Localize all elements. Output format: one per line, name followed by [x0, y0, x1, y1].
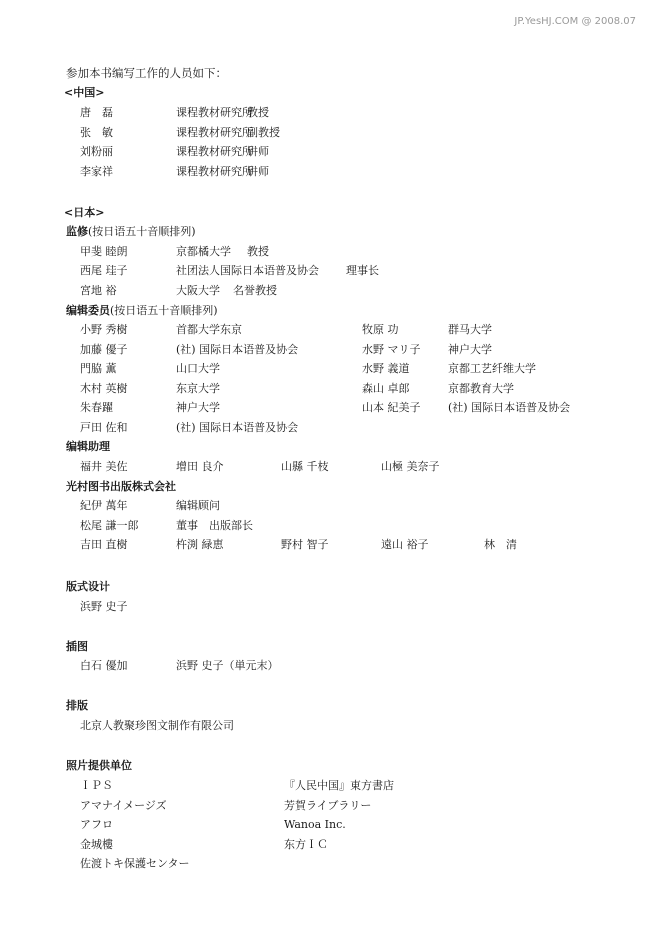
- photo-provider: アマナイメージズ: [80, 798, 167, 812]
- person-role: 编辑顾问: [176, 499, 220, 512]
- person-title: 教授: [247, 245, 269, 258]
- person-org: 群马大学: [448, 323, 492, 336]
- person-title: 讲师: [247, 164, 269, 178]
- photo-provider: 芳賀ライブラリー: [284, 798, 372, 812]
- person-org: 课程教材研究所: [176, 164, 253, 178]
- person-org: 东京大学: [176, 381, 220, 395]
- photo-provider: Wanoa Inc.: [284, 818, 346, 832]
- person-org: 神户大学: [176, 401, 220, 414]
- person-name: 林 清: [484, 538, 517, 551]
- watermark: JP.YesHJ.COM @ 2008.07: [514, 16, 636, 27]
- person-org: (社) 国际日本语普及协会: [176, 342, 299, 356]
- person-title: 讲师: [247, 145, 269, 159]
- person-title: 副教授: [247, 125, 280, 139]
- intro-text: 参加本书编写工作的人员如下：: [66, 66, 227, 80]
- assistants-heading: 编辑助理: [66, 440, 110, 453]
- photo-provider: 东方ＩＣ: [284, 837, 328, 851]
- photo-provider: 『人民中国』東方書店: [284, 779, 394, 792]
- person-org: 首都大学东京: [176, 323, 242, 336]
- person-name: 山縣 千枝: [281, 460, 329, 473]
- person-name: 吉田 直樹: [80, 538, 128, 551]
- person-name: 宮地 裕: [80, 284, 117, 297]
- person-name: 浜野 史子（単元末）: [176, 659, 279, 672]
- person-name: 野村 智子: [281, 538, 329, 551]
- publisher-heading: 光村图书出版株式会社: [66, 480, 176, 493]
- person-name: 木村 英樹: [80, 381, 128, 395]
- japan-heading: <日本>: [64, 206, 105, 219]
- person-name: 李家祥: [80, 164, 113, 178]
- supervision-heading: 监修(按日语五十音顺排列): [66, 225, 196, 238]
- person-org: 京都工艺纤维大学: [448, 362, 536, 375]
- person-name: 門脇 薫: [80, 362, 117, 375]
- china-heading: <中国>: [64, 86, 105, 99]
- person-name: 山極 美奈子: [381, 460, 440, 473]
- person-name: 戸田 佐和: [80, 420, 128, 434]
- person-name: 唐 磊: [80, 106, 113, 119]
- photo-provider: 佐渡トキ保護センター: [80, 857, 190, 871]
- photo-provider: ＩＰＳ: [80, 779, 113, 792]
- person-name: 加藤 優子: [80, 342, 128, 356]
- person-title: 名誉教授: [233, 284, 277, 297]
- person-name: 小野 秀樹: [80, 323, 128, 336]
- person-role: 董事 出版部长: [176, 519, 253, 532]
- person-name: 牧原 功: [362, 323, 399, 336]
- typesetting-heading: 排版: [66, 699, 88, 712]
- person-name: 刘粉丽: [80, 145, 113, 159]
- person-name: 遠山 裕子: [381, 538, 429, 551]
- person-name: 白石 優加: [80, 659, 128, 672]
- person-name: 森山 卓郎: [362, 381, 410, 395]
- company-name: 北京人教聚珍图文制作有限公司: [80, 719, 234, 732]
- person-name: 西尾 珪子: [80, 264, 128, 277]
- design-heading: 版式设计: [66, 580, 110, 593]
- person-org: 社团法人国际日本语普及协会: [176, 264, 319, 277]
- person-title: 教授: [247, 106, 269, 119]
- person-org: 课程教材研究所: [176, 125, 253, 139]
- person-org: 京都教育大学: [448, 381, 514, 395]
- photo-provider: 金城樓: [80, 837, 113, 851]
- person-org: 神户大学: [448, 342, 492, 356]
- person-name: 山本 紀美子: [362, 401, 421, 414]
- person-name: 甲斐 睦朗: [80, 245, 128, 258]
- person-name: 张 敏: [80, 125, 113, 139]
- person-name: 增田 良介: [176, 460, 224, 473]
- person-title: 理事长: [346, 264, 379, 277]
- person-name: 松尾 謙一郎: [80, 519, 139, 532]
- photos-heading: 照片提供单位: [66, 759, 132, 772]
- person-org: (社) 国际日本语普及协会: [448, 401, 571, 414]
- person-name: 紀伊 萬年: [80, 499, 128, 512]
- person-org: 课程教材研究所: [176, 106, 253, 119]
- person-name: 杵渕 緑恵: [176, 538, 224, 551]
- illustration-heading: 插图: [66, 640, 88, 653]
- person-org: 课程教材研究所: [176, 145, 253, 159]
- person-org: (社) 国际日本语普及协会: [176, 420, 299, 434]
- person-name: 浜野 史子: [80, 600, 128, 613]
- person-name: 水野 マリ子: [362, 342, 421, 356]
- editors-heading: 编辑委员(按日语五十音顺排列): [66, 304, 218, 317]
- person-org: 京都橘大学: [176, 245, 231, 258]
- person-name: 水野 義道: [362, 362, 410, 375]
- person-name: 朱春躍: [80, 401, 113, 414]
- person-org: 大阪大学: [176, 284, 220, 297]
- photo-provider: アフロ: [80, 818, 113, 832]
- person-org: 山口大学: [176, 362, 220, 375]
- person-name: 福井 美佐: [80, 460, 128, 473]
